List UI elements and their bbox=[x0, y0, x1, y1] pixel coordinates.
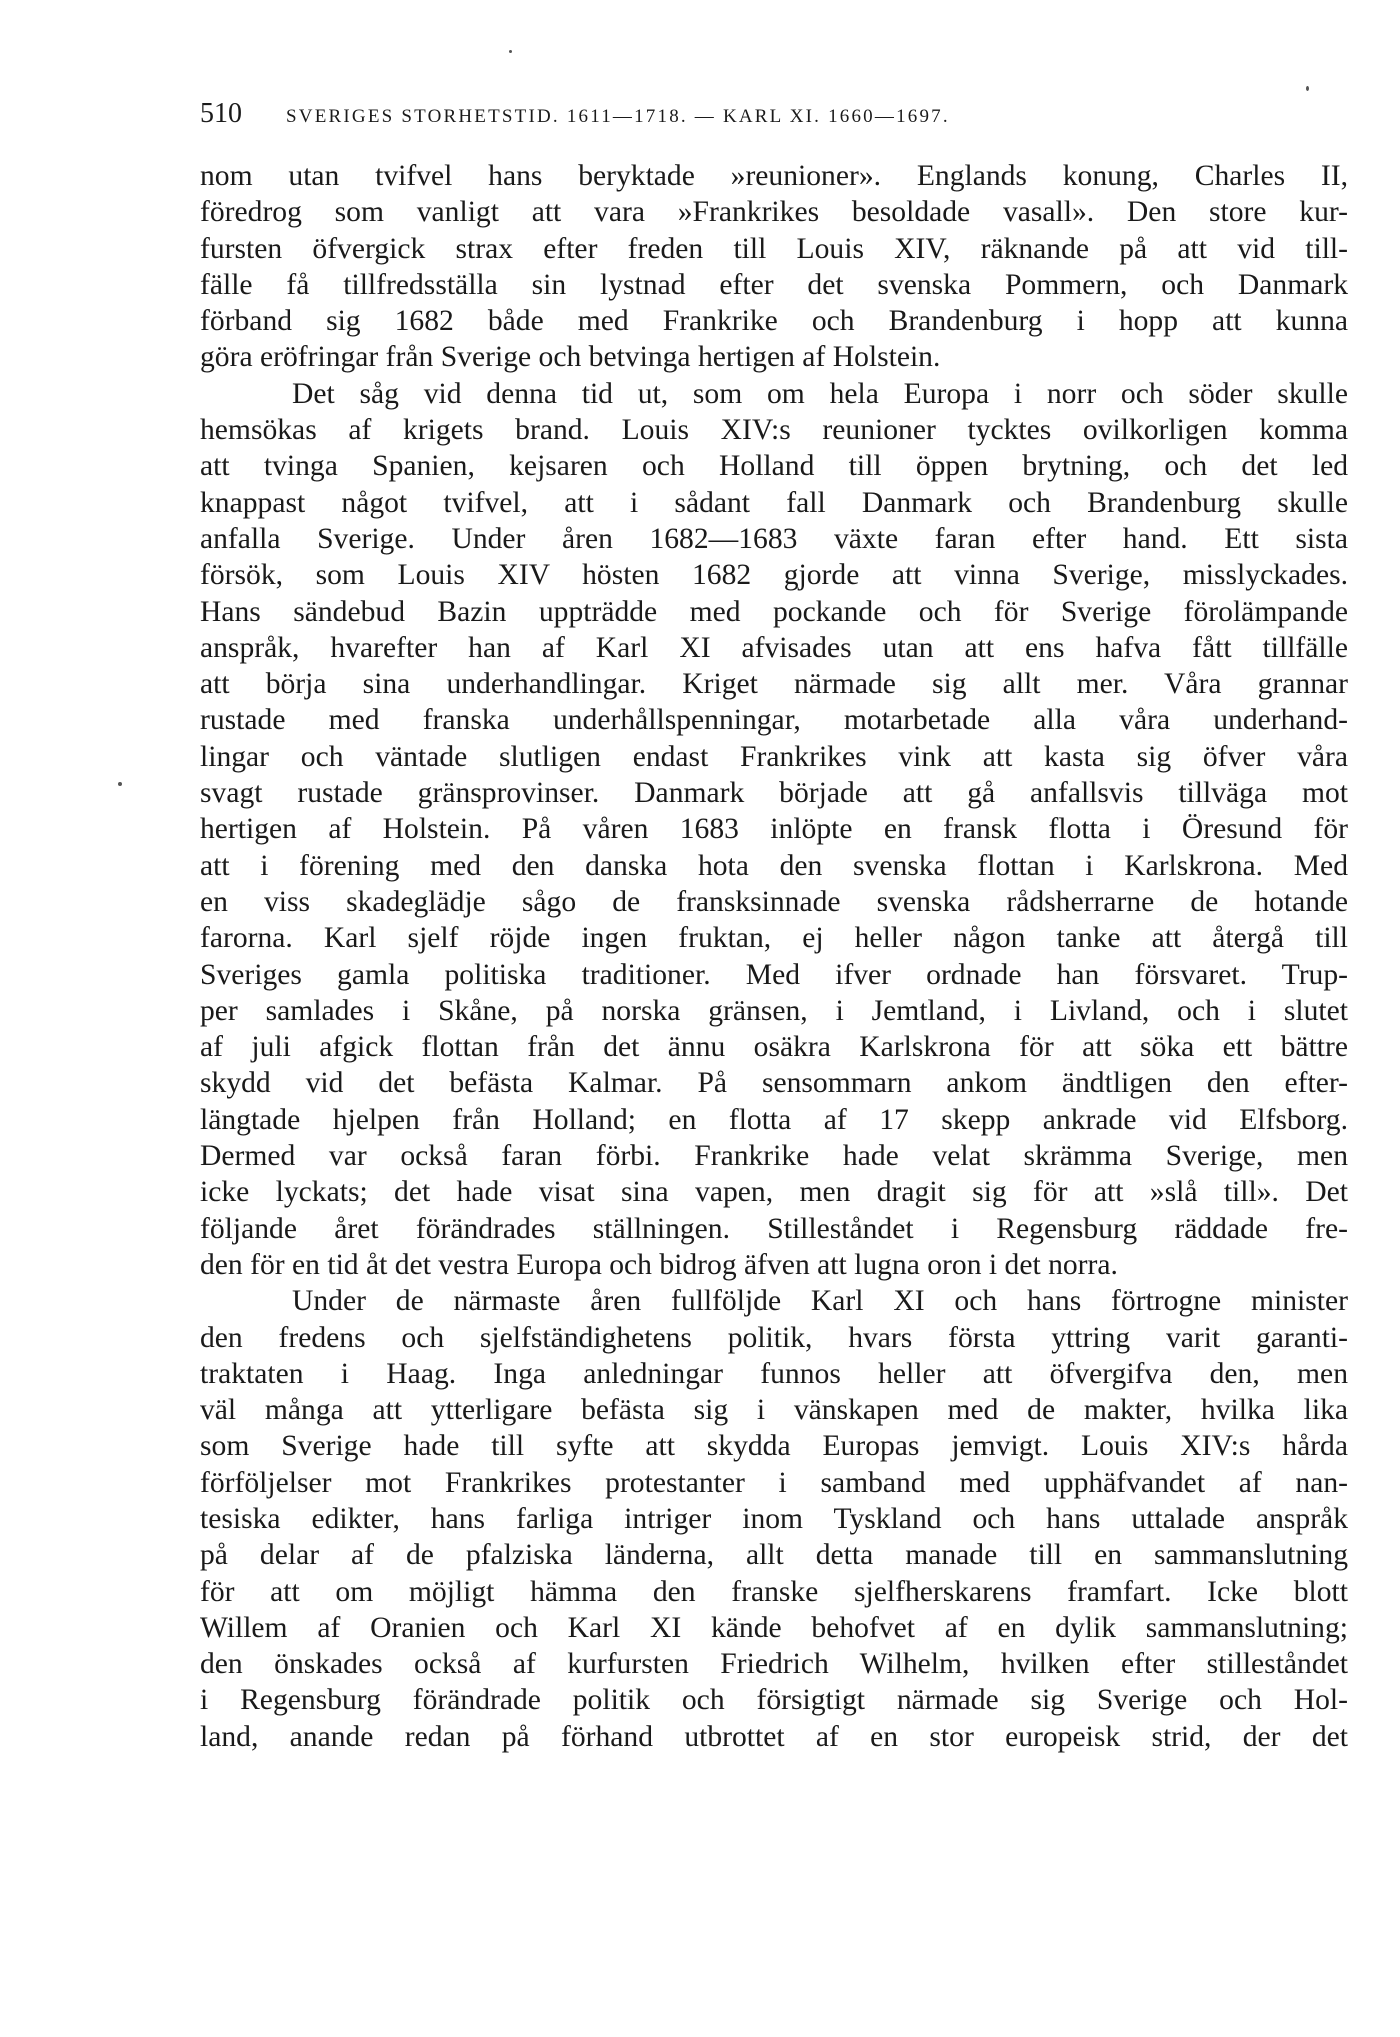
scan-speck bbox=[509, 50, 512, 53]
text-line: af juli afgick flottan från det ännu osäkra Karlskrona för att söka ett bättre bbox=[200, 1031, 1348, 1064]
text-line: föredrog som vanligt att vara »Frankrikes besoldade vasall». Den store kur- bbox=[200, 196, 1348, 229]
text-line: anspråk, hvarefter han af Karl XI afvisades utan att ens hafva fått tillfälle bbox=[200, 631, 1348, 664]
text-line: svagt rustade gränsprovinser. Danmark började att gå anfallsvis tillväga mot bbox=[200, 777, 1348, 810]
paragraph-start-line: Det såg vid denna tid ut, som om hela Europa i norr och söder skulle bbox=[292, 377, 1348, 410]
text-line: land, anande redan på förhand utbrottet af en stor europeisk strid, der det bbox=[200, 1720, 1348, 1753]
text-line: förband sig 1682 både med Frankrike och Brandenburg i hopp att kunna bbox=[200, 305, 1348, 338]
scan-speck bbox=[118, 782, 122, 786]
text-line: lingar och väntade slutligen endast Frankrikes vink att kasta sig öfver våra bbox=[200, 740, 1348, 773]
text-line: på delar af de pfalziska länderna, allt detta manade till en sammanslutning bbox=[200, 1539, 1348, 1572]
page-number: 510 bbox=[200, 98, 242, 129]
text-line: fursten öfvergick strax efter freden till Louis XIV, räknande på att vid till- bbox=[200, 232, 1348, 265]
text-line: knappast något tvifvel, att i sådant fall Danmark och Brandenburg skulle bbox=[200, 486, 1348, 519]
text-line: att börja sina underhandlingar. Kriget närmade sig allt mer. Våra grannar bbox=[200, 668, 1348, 701]
text-line: en viss skadeglädje sågo de fransksinnade svenska rådsherrarne de hotande bbox=[200, 885, 1348, 918]
text-line: per samlades i Skåne, på norska gränsen, i Jemtland, i Livland, och i slutet bbox=[200, 994, 1348, 1027]
text-line: försök, som Louis XIV hösten 1682 gjorde att vinna Sverige, misslyckades. bbox=[200, 559, 1348, 592]
text-line: Dermed var också faran förbi. Frankrike hade velat skrämma Sverige, men bbox=[200, 1140, 1348, 1173]
text-line: göra eröfringar från Sverige och betvinga hertigen af Holstein. bbox=[200, 341, 941, 374]
text-line: hemsökas af krigets brand. Louis XIV:s reunioner tycktes ovilkorligen komma bbox=[200, 414, 1348, 447]
text-line: att tvinga Spanien, kejsaren och Holland till öppen brytning, och det led bbox=[200, 450, 1348, 483]
text-line: Sveriges gamla politiska traditioner. Med ifver ordnade han försvaret. Trup- bbox=[200, 958, 1348, 991]
body-text bbox=[200, 158, 1350, 1755]
text-line: förföljelser mot Frankrikes protestanter i samband med upphäfvandet af nan- bbox=[200, 1466, 1348, 1499]
text-line: skydd vid det befästa Kalmar. På sensommarn ankom ändtligen den efter- bbox=[200, 1067, 1348, 1100]
text-line: i Regensburg förändrade politik och försigtigt närmade sig Sverige och Hol- bbox=[200, 1684, 1348, 1717]
paragraph-start-line: Under de närmaste åren fullföljde Karl XI och hans förtrogne minister bbox=[292, 1285, 1348, 1318]
text-line: traktaten i Haag. Inga anledningar funnos heller att öfvergifva den, men bbox=[200, 1357, 1348, 1390]
page-header bbox=[200, 98, 1240, 134]
text-line: väl många att ytterligare befästa sig i vänskapen med de makter, hvilka lika bbox=[200, 1394, 1348, 1427]
text-line: som Sverige hade till syfte att skydda Europas jemvigt. Louis XIV:s hårda bbox=[200, 1430, 1348, 1463]
text-line: nom utan tvifvel hans beryktade »reunioner». Englands konung, Charles II, bbox=[200, 160, 1348, 192]
text-line: den önskades också af kurfursten Friedrich Wilhelm, hvilken efter stilleståndet bbox=[200, 1648, 1348, 1681]
text-line: för att om möjligt hämma den franske sjelfherskarens framfart. Icke blott bbox=[200, 1575, 1348, 1608]
text-line: tesiska edikter, hans farliga intriger inom Tyskland och hans uttalade anspråk bbox=[200, 1502, 1348, 1535]
text-line: anfalla Sverige. Under åren 1682—1683 växte faran efter hand. Ett sista bbox=[200, 522, 1348, 555]
text-line: den för en tid åt det vestra Europa och bidrog äfven att lugna oron i det norra. bbox=[200, 1248, 1118, 1281]
text-line: längtade hjelpen från Holland; en flotta af 17 skepp ankrade vid Elfsborg. bbox=[200, 1103, 1348, 1136]
scan-speck bbox=[1306, 86, 1309, 91]
text-line: fälle få tillfredsställa sin lystnad efter det svenska Pommern, och Danmark bbox=[200, 268, 1348, 301]
text-line: Hans sändebud Bazin uppträdde med pockande och för Sverige förolämpande bbox=[200, 595, 1348, 628]
running-title: SVERIGES STORHETSTID. 1611—1718. — KARL XI. 1660—1697. bbox=[286, 106, 950, 127]
text-line: att i förening med den danska hota den svenska flottan i Karlskrona. Med bbox=[200, 849, 1348, 882]
text-line: hertigen af Holstein. På våren 1683 inlöpte en fransk flotta i Öresund för bbox=[200, 813, 1348, 846]
text-line: Willem af Oranien och Karl XI kände behofvet af en dylik sammanslutning; bbox=[200, 1611, 1348, 1644]
text-line: rustade med franska underhållspenningar, motarbetade alla våra underhand- bbox=[200, 704, 1348, 737]
text-line: farorna. Karl sjelf röjde ingen fruktan, ej heller någon tanke att återgå till bbox=[200, 922, 1348, 955]
text-line: den fredens och sjelfständighetens politik, hvars första yttring varit garanti- bbox=[200, 1321, 1348, 1354]
text-line: icke lyckats; det hade visat sina vapen, men dragit sig för att »slå till». Det bbox=[200, 1176, 1348, 1209]
text-line: följande året förändrades ställningen. Stilleståndet i Regensburg räddade fre- bbox=[200, 1212, 1348, 1245]
